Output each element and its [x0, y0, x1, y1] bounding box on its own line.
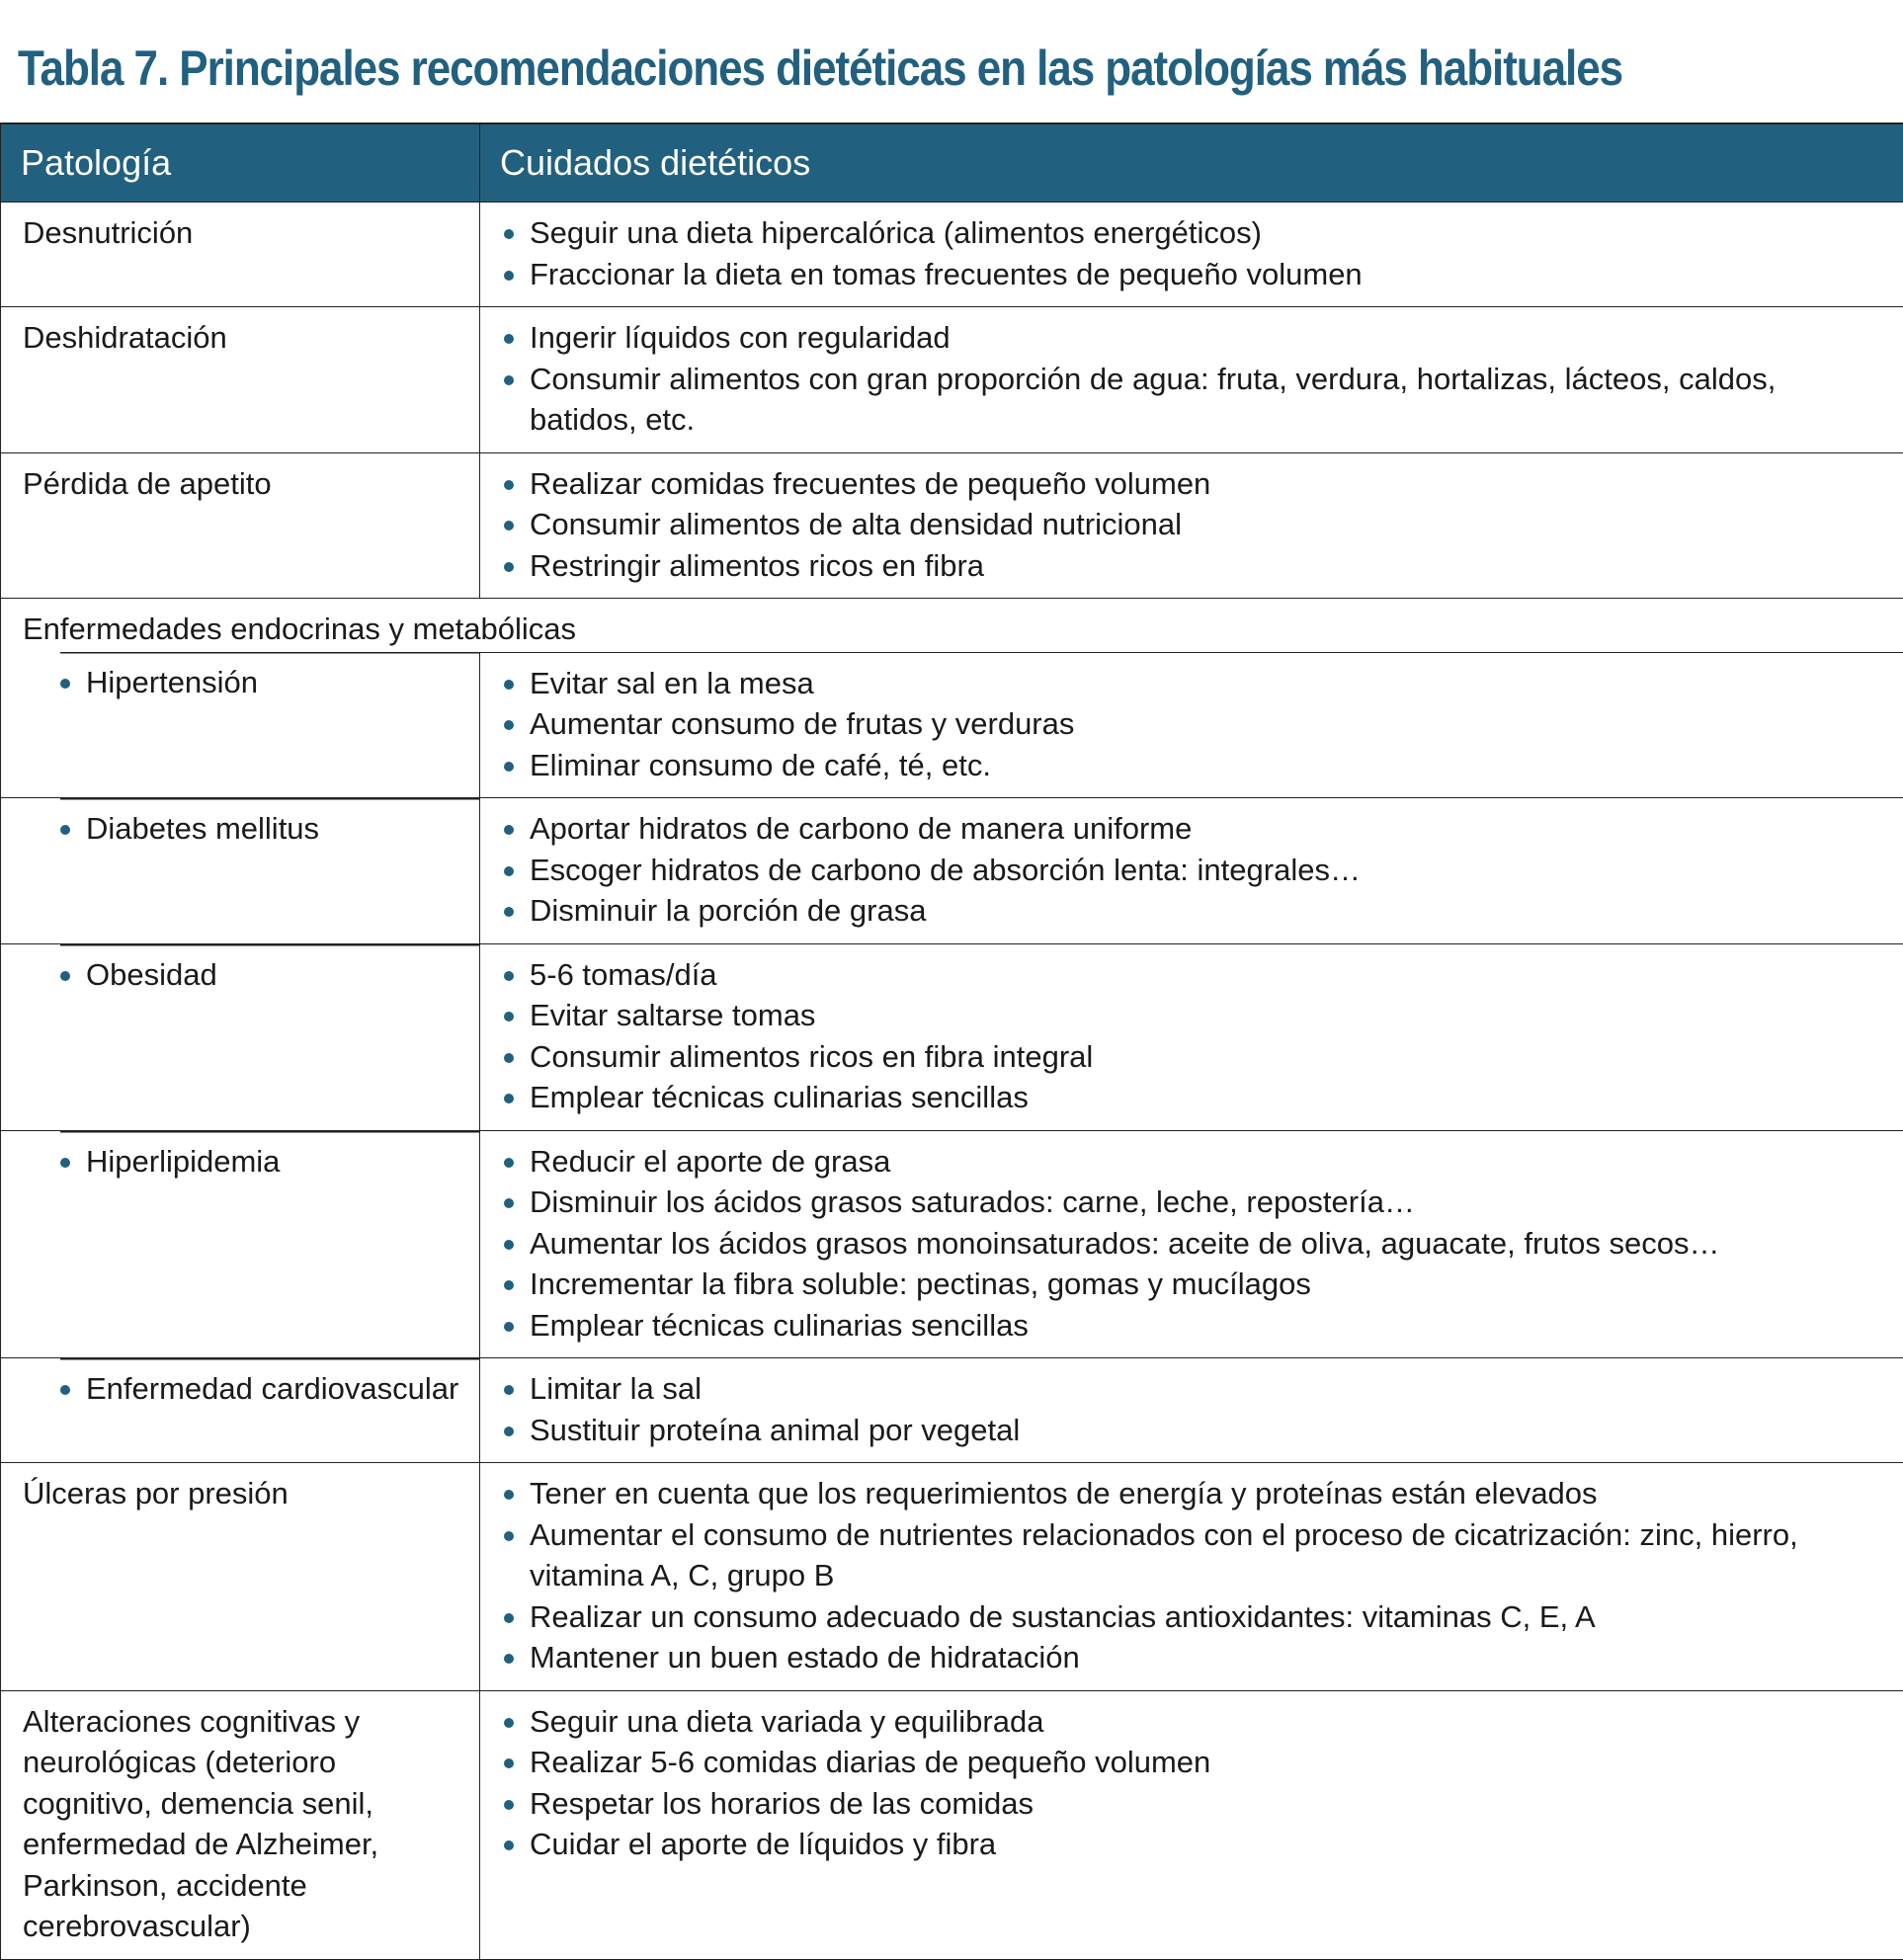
- dietary-care-item: Eliminar consumo de café, té, etc.: [502, 745, 1883, 786]
- dietary-care-list: [502, 212, 1883, 294]
- pathology-label: Deshidratación: [23, 317, 459, 359]
- dietary-care-item: Fraccionar la dieta en tomas frecuentes de pequeño volumen: [502, 254, 1883, 295]
- table-row: [1, 798, 1903, 944]
- dietary-care-item: Sustituir proteína animal por vegetal: [502, 1410, 1883, 1451]
- table-row: [1, 452, 1903, 599]
- dietary-care-list: [502, 463, 1883, 587]
- dietary-care-cell: [480, 1463, 1903, 1691]
- dietary-care-cell: [480, 452, 1903, 599]
- table-row: [1, 1690, 1903, 1959]
- dietary-care-item: Escoger hidratos de carbono de absorción lenta: integrales…: [502, 850, 1883, 891]
- dietary-care-list: [502, 1701, 1883, 1865]
- pathology-label: Hipertensión: [60, 662, 459, 703]
- dietary-care-item: Aumentar los ácidos grasos monoinsaturados: aceite de oliva, aguacate, frutos secos…: [502, 1223, 1883, 1265]
- table-row: [1, 307, 1903, 453]
- pathology-label: Enfermedad cardiovascular: [60, 1368, 459, 1410]
- dietary-care-cell: [480, 652, 1903, 798]
- dietary-care-item: Consumir alimentos con gran proporción de agua: fruta, verdura, hortalizas, lácteos, caldos, batidos, etc.: [502, 359, 1883, 441]
- table-row: [1, 943, 1903, 1130]
- dietary-care-item: Restringir alimentos ricos en fibra: [502, 545, 1883, 587]
- dietary-care-item: Incrementar la fibra soluble: pectinas, gomas y mucílagos: [502, 1264, 1883, 1305]
- dietary-care-item: Disminuir los ácidos grasos saturados: carne, leche, repostería…: [502, 1182, 1883, 1223]
- pathology-cell: [1, 652, 480, 798]
- dietary-care-item: Consumir alimentos de alta densidad nutricional: [502, 504, 1883, 545]
- dietary-care-item: Reducir el aporte de grasa: [502, 1141, 1883, 1183]
- dietary-care-item: Aportar hidratos de carbono de manera uniforme: [502, 808, 1883, 850]
- dietary-care-cell: [480, 1358, 1903, 1463]
- pathology-cell: [1, 1463, 480, 1691]
- pathology-cell: [1, 1130, 480, 1358]
- dietary-care-item: Mantener un buen estado de hidratación: [502, 1637, 1883, 1678]
- table-row: [1, 1358, 1903, 1463]
- dietary-care-cell: [480, 307, 1903, 453]
- pathology-cell: [1, 1358, 480, 1463]
- dietary-care-item: Seguir una dieta variada y equilibrada: [502, 1701, 1883, 1743]
- dietary-care-item: Aumentar el consumo de nutrientes relacionados con el proceso de cicatrización: zinc, hierro, vitamina A, C, grupo B: [502, 1514, 1883, 1596]
- group-header-row: [1, 599, 1903, 653]
- group-label: Enfermedades endocrinas y metabólicas: [1, 599, 1903, 653]
- dietary-care-list: [502, 317, 1883, 441]
- pathology-label: Pérdida de apetito: [23, 463, 459, 505]
- dietary-care-cell: [480, 798, 1903, 944]
- pathology-label: Diabetes mellitus: [60, 808, 459, 850]
- dietary-care-item: Emplear técnicas culinarias sencillas: [502, 1305, 1883, 1347]
- dietary-care-list: [502, 954, 1883, 1118]
- pathology-cell: [1, 943, 480, 1130]
- dietary-care-cell: [480, 203, 1903, 307]
- dietary-care-item: Evitar saltarse tomas: [502, 995, 1883, 1036]
- pathology-label: Obesidad: [60, 954, 459, 996]
- table-row: [1, 1130, 1903, 1358]
- table-body: [1, 203, 1903, 1960]
- dietary-care-item: Consumir alimentos ricos en fibra integral: [502, 1036, 1883, 1078]
- header-dietary-care: Cuidados dietéticos: [480, 123, 1903, 203]
- dietary-care-cell: [480, 1690, 1903, 1959]
- pathology-label: Desnutrición: [23, 212, 459, 254]
- dietary-care-list: [502, 1473, 1883, 1678]
- pathology-cell: [1, 203, 480, 307]
- dietary-care-item: Realizar 5-6 comidas diarias de pequeño volumen: [502, 1742, 1883, 1783]
- dietary-care-item: Limitar la sal: [502, 1368, 1883, 1410]
- pathology-cell: [1, 798, 480, 944]
- dietary-care-item: Disminuir la porción de grasa: [502, 890, 1883, 932]
- dietary-care-item: Respetar los horarios de las comidas: [502, 1783, 1883, 1825]
- header-pathology: Patología: [1, 123, 480, 203]
- dietary-care-item: Tener en cuenta que los requerimientos de energía y proteínas están elevados: [502, 1473, 1883, 1514]
- table-row: [1, 203, 1903, 307]
- dietary-care-item: Realizar un consumo adecuado de sustancias antioxidantes: vitaminas C, E, A: [502, 1596, 1883, 1638]
- table-row: [1, 1463, 1903, 1691]
- pathology-cell: [1, 452, 480, 599]
- dietary-care-list: [502, 663, 1883, 786]
- dietary-care-item: 5-6 tomas/día: [502, 954, 1883, 996]
- dietary-care-item: Emplear técnicas culinarias sencillas: [502, 1077, 1883, 1118]
- dietary-care-item: Seguir una dieta hipercalórica (alimentos energéticos): [502, 212, 1883, 254]
- dietary-care-item: Realizar comidas frecuentes de pequeño volumen: [502, 463, 1883, 505]
- dietary-care-item: Evitar sal en la mesa: [502, 663, 1883, 704]
- pathology-cell: [1, 307, 480, 453]
- dietary-care-item: Ingerir líquidos con regularidad: [502, 317, 1883, 359]
- pathology-label: Úlceras por presión: [23, 1473, 459, 1514]
- table-header-row: [1, 123, 1903, 203]
- dietary-care-list: [502, 1141, 1883, 1347]
- table-row: [1, 652, 1903, 798]
- dietary-care-item: Cuidar el aporte de líquidos y fibra: [502, 1824, 1883, 1865]
- dietary-care-item: Aumentar consumo de frutas y verduras: [502, 703, 1883, 745]
- diet-recommendations-table: [0, 122, 1903, 1960]
- pathology-label: Hiperlipidemia: [60, 1141, 459, 1183]
- table-title: Tabla 7. Principales recomendaciones dietéticas en las patologías más habituales: [18, 26, 1661, 111]
- dietary-care-list: [502, 808, 1883, 932]
- dietary-care-list: [502, 1368, 1883, 1450]
- dietary-care-cell: [480, 1130, 1903, 1358]
- dietary-care-cell: [480, 943, 1903, 1130]
- pathology-label: Alteraciones cognitivas y neurológicas (deterioro cognitivo, demencia senil, enfermedad de Alzheimer, Parkinson, accidente cerebrovascular): [23, 1701, 459, 1947]
- pathology-cell: [1, 1690, 480, 1959]
